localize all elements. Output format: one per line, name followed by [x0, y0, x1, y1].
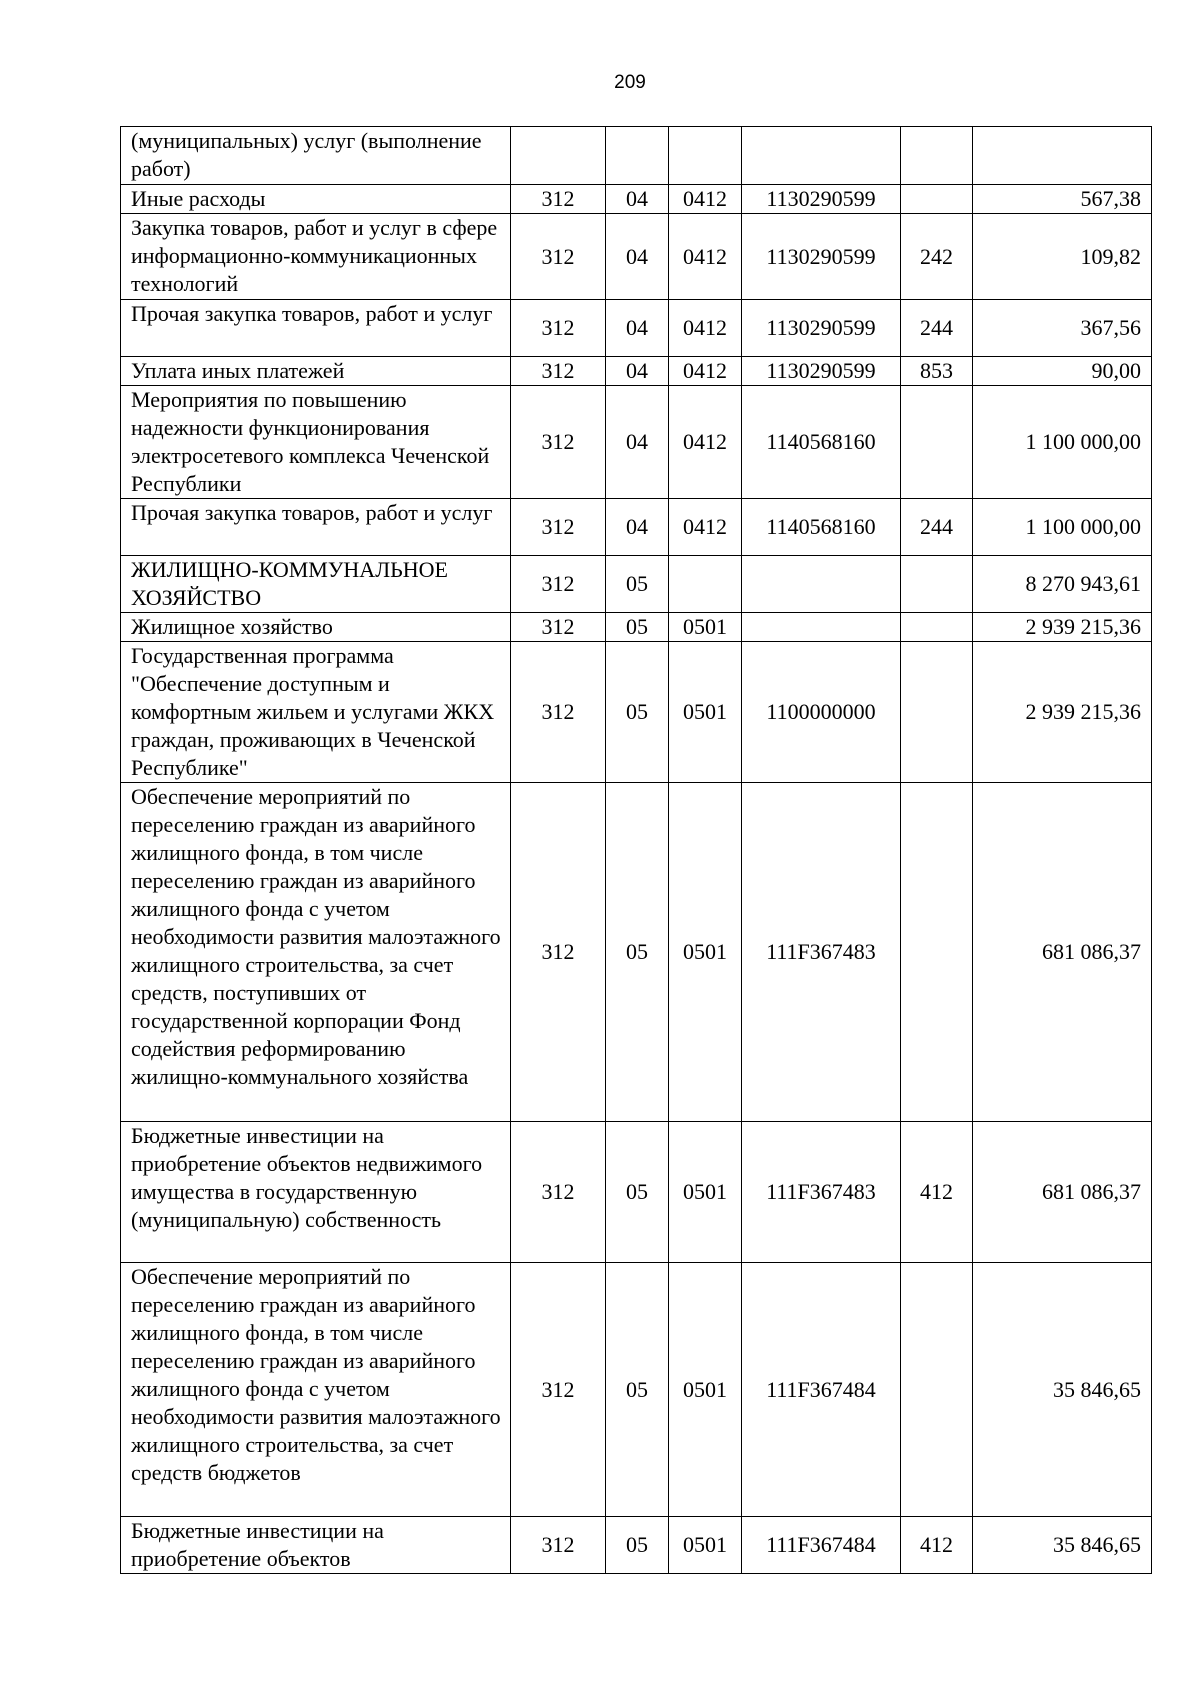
section-code — [606, 127, 669, 185]
ministry-code: 312 — [511, 300, 606, 357]
table-row — [121, 357, 1152, 386]
target-code: 1140568160 — [742, 386, 901, 499]
amount: 567,38 — [973, 185, 1152, 214]
subsection-code — [669, 556, 742, 613]
budget-table — [120, 126, 1152, 1574]
ministry-code: 312 — [511, 783, 606, 1122]
amount: 35 846,65 — [973, 1517, 1152, 1574]
target-code — [742, 613, 901, 642]
amount: 8 270 943,61 — [973, 556, 1152, 613]
section-code: 04 — [606, 185, 669, 214]
subsection-code: 0412 — [669, 185, 742, 214]
target-code: 1100000000 — [742, 642, 901, 783]
section-code: 05 — [606, 1263, 669, 1517]
row-name: Обеспечение мероприятий по переселению граждан из аварийного жилищного фонда, в том числе переселению граждан из аварийного жилищного фонда с учетом необходимости развития малоэтажного жилищного строительства, за счет средств, поступивших от государственной корпорации Фонд содействия реформированию жилищно-коммунального хозяйства — [121, 783, 511, 1122]
table-row — [121, 1517, 1152, 1574]
target-code: 1140568160 — [742, 499, 901, 556]
ministry-code: 312 — [511, 1122, 606, 1263]
target-code: 111F367484 — [742, 1263, 901, 1517]
subsection-code: 0412 — [669, 357, 742, 386]
subsection-code: 0501 — [669, 1122, 742, 1263]
expense-type-code: 412 — [901, 1517, 973, 1574]
row-name: Прочая закупка товаров, работ и услуг — [121, 300, 511, 357]
section-code: 05 — [606, 1517, 669, 1574]
expense-type-code: 244 — [901, 499, 973, 556]
subsection-code: 0412 — [669, 214, 742, 300]
ministry-code — [511, 127, 606, 185]
subsection-code — [669, 127, 742, 185]
table-row — [121, 185, 1152, 214]
section-code: 04 — [606, 214, 669, 300]
subsection-code: 0501 — [669, 783, 742, 1122]
target-code: 1130290599 — [742, 357, 901, 386]
amount — [973, 127, 1152, 185]
amount: 35 846,65 — [973, 1263, 1152, 1517]
row-name: Обеспечение мероприятий по переселению граждан из аварийного жилищного фонда, в том числе переселению граждан из аварийного жилищного фонда с учетом необходимости развития малоэтажного жилищного строительства, за счет средств бюджетов — [121, 1263, 511, 1517]
ministry-code: 312 — [511, 386, 606, 499]
section-code: 05 — [606, 783, 669, 1122]
target-code — [742, 127, 901, 185]
amount: 681 086,37 — [973, 783, 1152, 1122]
row-name: Бюджетные инвестиции на приобретение объектов — [121, 1517, 511, 1574]
table-row — [121, 556, 1152, 613]
expense-type-code — [901, 783, 973, 1122]
ministry-code: 312 — [511, 556, 606, 613]
subsection-code: 0412 — [669, 499, 742, 556]
subsection-code: 0501 — [669, 1517, 742, 1574]
target-code: 1130290599 — [742, 214, 901, 300]
ministry-code: 312 — [511, 499, 606, 556]
amount: 1 100 000,00 — [973, 499, 1152, 556]
target-code: 111F367483 — [742, 1122, 901, 1263]
ministry-code: 312 — [511, 613, 606, 642]
target-code: 1130290599 — [742, 300, 901, 357]
expense-type-code — [901, 386, 973, 499]
amount: 109,82 — [973, 214, 1152, 300]
amount: 1 100 000,00 — [973, 386, 1152, 499]
expense-type-code — [901, 613, 973, 642]
amount: 681 086,37 — [973, 1122, 1152, 1263]
target-code: 111F367484 — [742, 1517, 901, 1574]
table-row — [121, 386, 1152, 499]
expense-type-code — [901, 185, 973, 214]
expense-type-code: 242 — [901, 214, 973, 300]
target-code: 111F367483 — [742, 783, 901, 1122]
section-code: 04 — [606, 300, 669, 357]
table-row — [121, 1122, 1152, 1263]
target-code: 1130290599 — [742, 185, 901, 214]
table-row — [121, 127, 1152, 185]
subsection-code: 0501 — [669, 642, 742, 783]
amount: 90,00 — [973, 357, 1152, 386]
table-row — [121, 642, 1152, 783]
subsection-code: 0412 — [669, 386, 742, 499]
section-code: 05 — [606, 613, 669, 642]
target-code — [742, 556, 901, 613]
expense-type-code: 244 — [901, 300, 973, 357]
page-number: 209 — [614, 72, 646, 93]
table-row — [121, 214, 1152, 300]
section-code: 05 — [606, 556, 669, 613]
row-name: Иные расходы — [121, 185, 511, 214]
row-name: Уплата иных платежей — [121, 357, 511, 386]
table-row — [121, 300, 1152, 357]
row-name: Жилищное хозяйство — [121, 613, 511, 642]
row-name: Прочая закупка товаров, работ и услуг — [121, 499, 511, 556]
amount: 2 939 215,36 — [973, 613, 1152, 642]
section-code: 04 — [606, 499, 669, 556]
row-name: (муниципальных) услуг (выполнение работ) — [121, 127, 511, 185]
ministry-code: 312 — [511, 642, 606, 783]
amount: 2 939 215,36 — [973, 642, 1152, 783]
expense-type-code: 853 — [901, 357, 973, 386]
ministry-code: 312 — [511, 214, 606, 300]
ministry-code: 312 — [511, 185, 606, 214]
ministry-code: 312 — [511, 357, 606, 386]
table-row — [121, 783, 1152, 1122]
subsection-code: 0501 — [669, 1263, 742, 1517]
section-code: 04 — [606, 386, 669, 499]
row-name: Закупка товаров, работ и услуг в сфере информационно-коммуникационных технологий — [121, 214, 511, 300]
row-name: Государственная программа "Обеспечение доступным и комфортным жильем и услугами ЖКХ граждан, проживающих в Чеченской Республике" — [121, 642, 511, 783]
amount: 367,56 — [973, 300, 1152, 357]
table-row — [121, 499, 1152, 556]
row-name: ЖИЛИЩНО-КОММУНАЛЬНОЕ ХОЗЯЙСТВО — [121, 556, 511, 613]
ministry-code: 312 — [511, 1263, 606, 1517]
subsection-code: 0501 — [669, 613, 742, 642]
section-code: 04 — [606, 357, 669, 386]
row-name: Бюджетные инвестиции на приобретение объектов недвижимого имущества в государственную (муниципальную) собственность — [121, 1122, 511, 1263]
expense-type-code — [901, 127, 973, 185]
row-name: Мероприятия по повышению надежности функционирования электросетевого комплекса Чеченской Республики — [121, 386, 511, 499]
section-code: 05 — [606, 1122, 669, 1263]
expense-type-code — [901, 1263, 973, 1517]
ministry-code: 312 — [511, 1517, 606, 1574]
table-row — [121, 1263, 1152, 1517]
subsection-code: 0412 — [669, 300, 742, 357]
expense-type-code — [901, 556, 973, 613]
expense-type-code — [901, 642, 973, 783]
section-code: 05 — [606, 642, 669, 783]
expense-type-code: 412 — [901, 1122, 973, 1263]
table-row — [121, 613, 1152, 642]
